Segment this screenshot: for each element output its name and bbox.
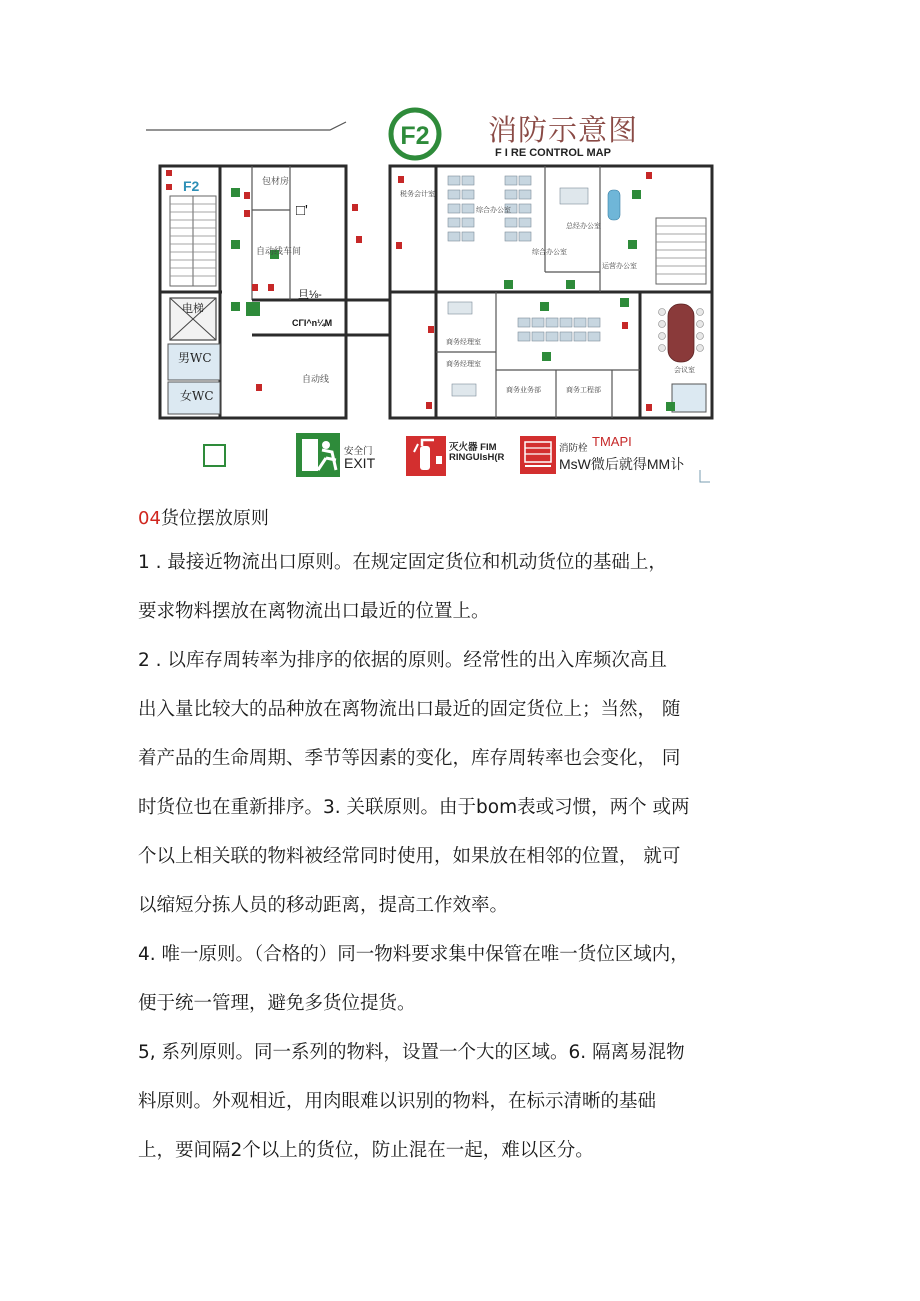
stairs-left — [170, 196, 216, 286]
map-subtitle: F I RE CONTROL MAP — [495, 147, 611, 159]
body-line: 个以上相关联的物料被经常同时使用，如果放在相邻的位置， 就可 — [138, 846, 681, 867]
section-number: 04 — [138, 508, 161, 529]
restroom-right — [672, 384, 706, 412]
room-label-auto: 自动线车间 — [256, 247, 302, 257]
body-line: 要求物料摆放在离物流出口最近的位置上。 — [138, 601, 490, 622]
legend-extinguisher-en: RINGUIsH(R — [449, 452, 505, 463]
legend-extinguisher-cn: 灭火器 FIM — [449, 442, 497, 453]
desk — [452, 384, 476, 396]
room-label-office-a: 税务会计室 — [400, 190, 435, 198]
room-label-meeting: 会议室 — [674, 366, 695, 374]
fire-extinguisher-icon — [406, 436, 446, 476]
room-label-eng: 商务工程部 — [566, 386, 601, 394]
room-label-office-c: 综合办公室 — [532, 248, 567, 256]
room-label-office-d: 总经办公室 — [566, 222, 601, 230]
body-line: 便于统一管理，避免多货位提货。 — [138, 993, 416, 1014]
body-line: 5, 系列原则。同一系列的物料，设置一个大的区域。6. 隔离易混物 — [138, 1042, 685, 1063]
legend-hydrant-en: TMAPI — [592, 434, 632, 449]
room-label-office-e: 运营办公室 — [602, 262, 637, 270]
code-mark-b: CΓI^n¼M — [292, 318, 333, 328]
body-line: 着产品的生命周期、季节等因素的变化，库存周转率也会变化， 同 — [138, 748, 681, 769]
section-heading — [138, 500, 788, 538]
room-label-men-wc: 男WC — [178, 351, 212, 365]
document-body — [138, 500, 788, 1175]
desk-cluster-c — [518, 318, 600, 341]
room-label-mgr-b: 商务经理室 — [446, 360, 481, 368]
stairs-right — [656, 218, 706, 284]
frame-top-line — [146, 122, 346, 130]
sofa — [608, 190, 620, 220]
square-mark: □' — [296, 202, 308, 219]
desk-cluster-a — [448, 176, 474, 241]
room-label-mgr-a: 商务经理室 — [446, 338, 481, 346]
section-title: 货位摆放原则 — [160, 508, 269, 529]
floor-tag: F2 — [183, 178, 200, 194]
exit-sign-icon — [296, 433, 340, 477]
body-line: 出入量比较大的品种放在离物流出口最近的固定货位上；当然， 随 — [138, 699, 681, 720]
fire-control-map — [0, 0, 920, 500]
floor-plan — [0, 0, 920, 500]
legend-hydrant-cn: 消防栓 — [559, 443, 588, 454]
code-mark-a: 旦⅛- — [298, 289, 322, 301]
legend-exit-en: EXIT — [344, 455, 376, 471]
body-line: 以缩短分拣人员的移动距离，提高工作效率。 — [138, 895, 509, 916]
f2-badge-text: F2 — [400, 122, 430, 150]
body-line: 2 . 以库存周转率为排序的依据的原则。经常性的出入库频次高且 — [138, 650, 667, 671]
room-label-women-wc: 女WC — [180, 389, 214, 403]
legend-exit-cn: 安全门 — [344, 446, 373, 457]
room-label-auto-line: 自动线 — [302, 375, 330, 385]
body-line: 时货位也在重新排序。3. 关联原则。由于bom表或习惯，两个 或两 — [138, 797, 690, 818]
desk — [448, 302, 472, 314]
f2-badge — [391, 110, 439, 158]
meeting-table — [659, 304, 704, 362]
body-line: 1 . 最接近物流出口原则。在规定固定货位和机动货位的基础上， — [138, 552, 667, 573]
fire-hydrant-icon — [520, 436, 556, 474]
body-line: 上，要间隔2个以上的货位，防止混在一起，难以区分。 — [138, 1140, 594, 1161]
corner-mark — [700, 470, 710, 482]
map-title: 消防示意图 — [488, 113, 639, 147]
body-line: 料原则。外观相近，用肉眼难以识别的物料，在标示清晰的基础 — [138, 1091, 657, 1112]
legend-square-icon — [204, 445, 225, 466]
desk-manager — [560, 188, 588, 204]
room-label-pkg: 包材房 — [262, 177, 290, 187]
room-label-office-b: 综合办公室 — [476, 206, 511, 214]
room-label-biz: 商务业务部 — [506, 386, 541, 394]
room-label-elevator: 电梯 — [182, 302, 204, 315]
body-line: 4. 唯一原则。（合格的）同一物料要求集中保管在唯一货位区域内， — [138, 944, 689, 965]
legend-hydrant-line: MsW微后就得MM讣 — [559, 456, 685, 472]
